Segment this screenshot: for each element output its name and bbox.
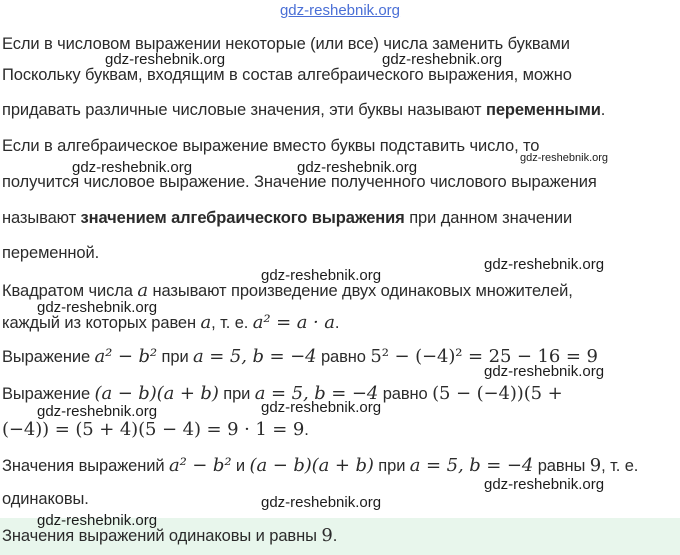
- math-expression: a² − b²: [168, 455, 232, 476]
- watermark: gdz-reshebnik.org: [37, 512, 158, 529]
- watermark: gdz-reshebnik.org: [37, 403, 158, 420]
- text-span: при: [157, 348, 194, 366]
- text-span: при данном значении: [404, 209, 573, 227]
- math-result: (5 − (−4))(5 +: [432, 383, 563, 404]
- math-variable: a: [200, 312, 212, 333]
- text-span: равны: [533, 457, 590, 475]
- math-condition: a = 5, b = −4: [254, 383, 379, 404]
- text-span: при: [373, 457, 410, 475]
- text-span: равно: [316, 348, 371, 366]
- text-span: и: [231, 457, 250, 475]
- text-span: каждый из которых равен: [2, 314, 201, 332]
- text-span: , т. е.: [211, 314, 253, 332]
- watermark: gdz-reshebnik.org: [261, 494, 382, 511]
- conclusion-line: одинаковы.: [2, 490, 89, 508]
- math-expression: (a − b)(a + b): [94, 383, 219, 404]
- watermark: gdz-reshebnik.org: [484, 363, 605, 380]
- term-variables: переменными: [485, 101, 601, 119]
- site-header-link[interactable]: gdz-reshebnik.org: [279, 2, 401, 19]
- paragraph-line: получится числовое выражение. Значение полученного числового выражения: [2, 173, 597, 191]
- paragraph-line: Если в алгебраическое выражение вместо буквы подставить число, то: [2, 137, 540, 155]
- watermark: gdz-reshebnik.org: [261, 399, 382, 416]
- term-expression-value: значением алгебраического выражения: [80, 209, 405, 227]
- text-span: , т. е.: [601, 457, 639, 475]
- watermark: gdz-reshebnik.org: [72, 159, 193, 176]
- text-span: Квадратом числа: [2, 282, 138, 300]
- text-span: при: [218, 385, 255, 403]
- conclusion-line: [2, 455, 638, 476]
- text-span: .: [334, 314, 340, 332]
- math-result: 5² − (−4)² = 25 − 16 = 9: [370, 346, 598, 367]
- watermark: gdz-reshebnik.org: [484, 256, 605, 273]
- math-condition: a = 5, b = −4: [193, 346, 317, 367]
- watermark: gdz-reshebnik.org: [37, 299, 158, 316]
- text-span: Значения выражений одинаковы и равны: [2, 527, 322, 545]
- math-expression: (a − b)(a + b): [249, 455, 374, 476]
- text-span: Выражение: [2, 385, 95, 403]
- text-span: .: [332, 527, 338, 545]
- text-span: равно: [378, 385, 433, 403]
- text-span: .: [600, 101, 606, 119]
- watermark: gdz-reshebnik.org: [261, 267, 382, 284]
- watermark: gdz-reshebnik.org: [520, 152, 609, 164]
- math-formula: a² = a · a: [252, 312, 335, 333]
- watermark: gdz-reshebnik.org: [484, 476, 605, 493]
- watermark: gdz-reshebnik.org: [382, 51, 503, 68]
- math-result: (−4)) = (5 + 4)(5 − 4) = 9 · 1 = 9: [2, 419, 305, 440]
- text-span: называют произведение двух одинаковых множителей,: [147, 282, 573, 300]
- paragraph-line: Если в числовом выражении некоторые (или все) числа заменить буквами: [2, 35, 570, 53]
- paragraph-line: [2, 101, 605, 120]
- text-span: придавать различные числовые значения, эти буквы называют: [2, 101, 486, 119]
- text-span: называют: [2, 209, 81, 227]
- example-line: [2, 419, 309, 440]
- math-value: 9: [321, 525, 333, 546]
- text-span: Выражение: [2, 348, 95, 366]
- paragraph-line: [2, 209, 572, 228]
- math-condition: a = 5, b = −4: [409, 455, 534, 476]
- text-span: Значения выражений: [2, 457, 169, 475]
- watermark: gdz-reshebnik.org: [297, 159, 418, 176]
- text-span: .: [304, 421, 309, 439]
- math-variable: a: [137, 280, 148, 301]
- watermark: gdz-reshebnik.org: [105, 51, 226, 68]
- math-expression: a² − b²: [94, 346, 158, 367]
- paragraph-line: переменной.: [2, 244, 100, 262]
- paragraph-line: Поскольку буквам, входящим в состав алгебраического выражения, можно: [2, 66, 572, 84]
- math-value: 9: [589, 455, 602, 476]
